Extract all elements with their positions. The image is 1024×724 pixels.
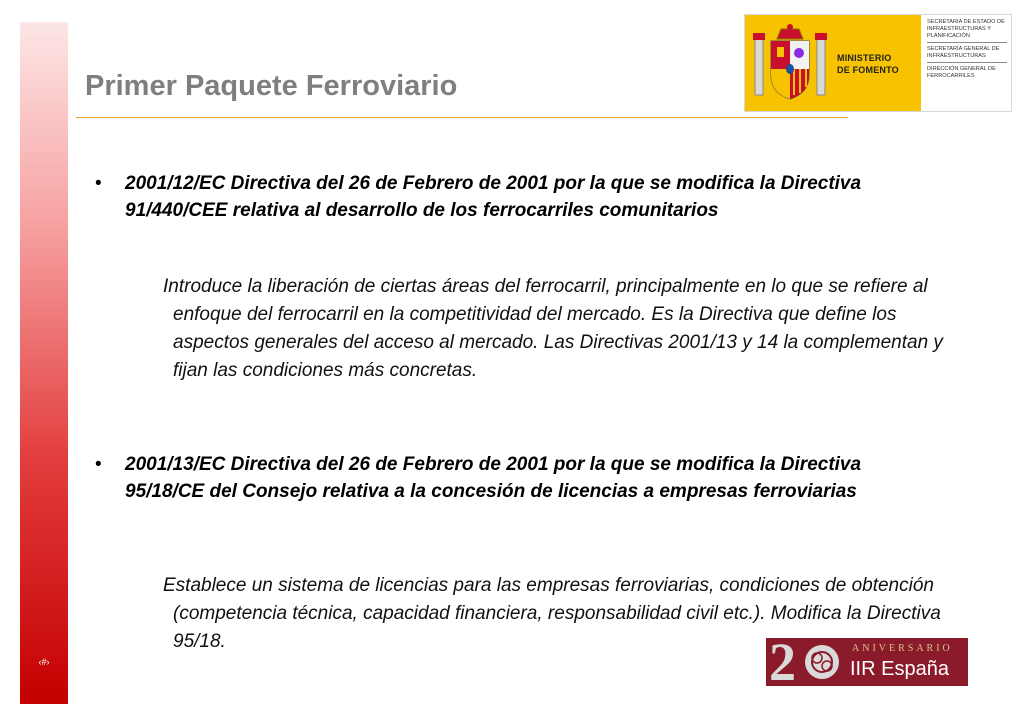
anniversary-zero-emblem-icon (802, 642, 842, 682)
logo-line-direccion-general: DIRECCIÓN GENERAL DE FERROCARRILES (927, 66, 996, 79)
directive-heading: 2001/12/EC Directiva del 26 de Febrero de 2001 por la que se modifica la Directiva 91/440/CEE relativa al desarrollo de los ferrocarriles comunitarios (125, 173, 862, 221)
bullet-icon: • (95, 454, 102, 475)
slide-title: Primer Paquete Ferroviario (85, 70, 458, 102)
directive-description: Establece un sistema de licencias para las empresas ferroviarias, condiciones de obtención (competencia técnica, capacidad financiera, responsabilidad civil etc.). Modifica la Directiva 95/18. (163, 575, 941, 652)
ministry-name-line2: DE FOMENTO (837, 65, 899, 75)
directive-heading: 2001/13/EC Directiva del 26 de Febrero de 2001 por la que se modifica la Directiva 95/18/CE del Consejo relativa a la concesión de licencias a empresas ferroviarias (125, 454, 862, 502)
anniversary-top-text: ANIVERSARIO (852, 643, 953, 654)
ministry-name-line1: MINISTERIO (837, 53, 892, 63)
logo-text-panel (921, 15, 1011, 111)
logo-line-secretaria-general: SECRETARÍA GENERAL DE INFRAESTRUCTURAS (927, 46, 1007, 63)
logo-yellow-panel (745, 15, 921, 111)
logo-line-secretaria-estado: SECRETARIA DE ESTADO DE INFRAESTRUCTURAS Y PLANIFICACIÓN (927, 19, 1007, 43)
side-gradient-bar (20, 22, 68, 704)
slide-number: ‹#› (38, 657, 50, 667)
title-divider (76, 117, 848, 118)
ministry-name (837, 52, 899, 76)
directive-description: Introduce la liberación de ciertas áreas del ferrocarril, principalmente en lo que se refiere al enfoque del ferrocarril en la competitividad del mercado. Es la Directiva que define los aspectos generales del acceso al mercado. Las Directivas 2001/13 y 14 la complementan y fijan las condiciones más concretas. (163, 276, 943, 381)
ministerio-fomento-logo (744, 14, 1012, 112)
anniversary-brand-text: IIR España (850, 658, 949, 680)
coat-of-arms-icon (751, 23, 829, 105)
anniversary-digit: 2 (769, 638, 796, 686)
iir-anniversary-logo (766, 638, 968, 686)
directive-item-2001-12 (95, 170, 935, 224)
directive-item-2001-13 (95, 451, 935, 505)
bullet-icon: • (95, 173, 102, 194)
